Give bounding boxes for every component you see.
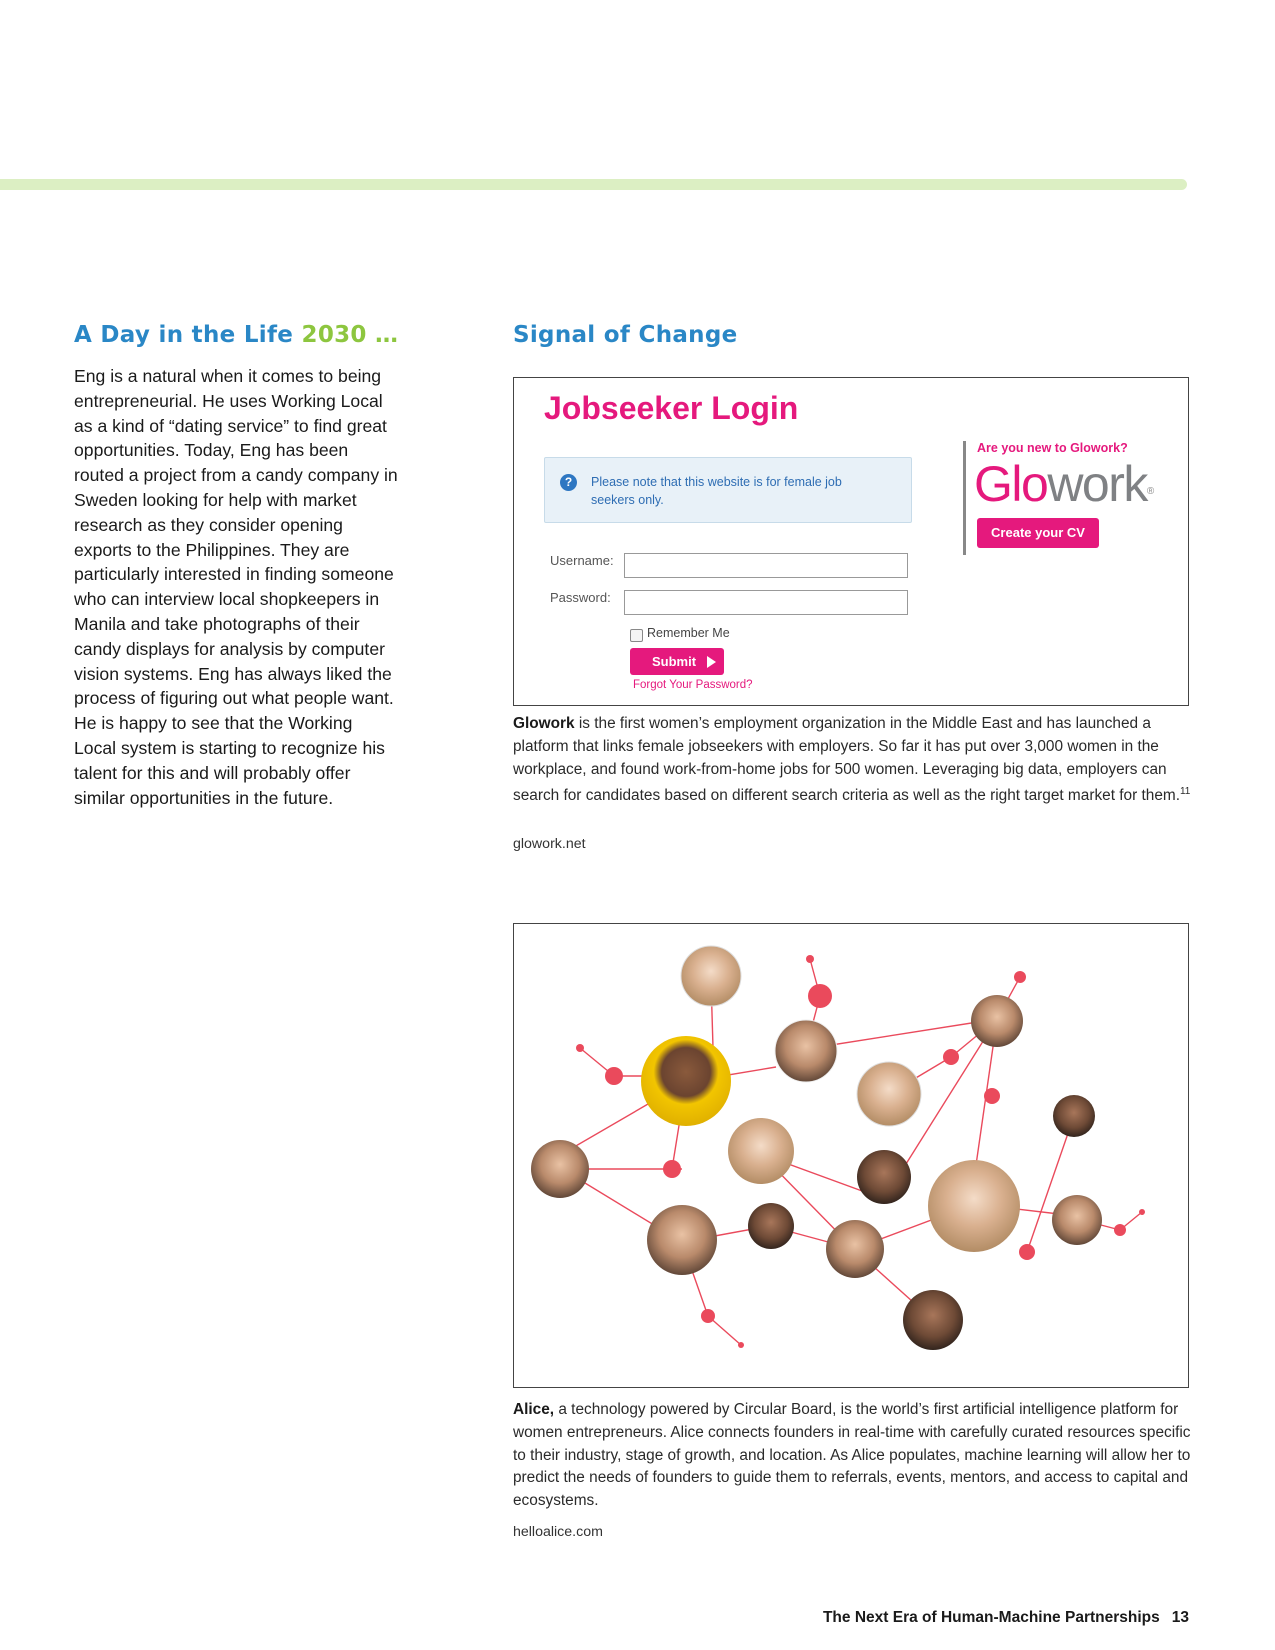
new-to-glowork-prompt: Are you new to Glowork? (977, 441, 1128, 455)
vertical-divider (963, 441, 966, 555)
publication-title: The Next Era of Human-Machine Partnerships (822, 1609, 1160, 1626)
jobseeker-login-title: Jobseeker Login (544, 390, 799, 426)
signal-of-change-heading: Signal of Change (513, 322, 738, 348)
page-number: 13 (1171, 1609, 1189, 1626)
glowork-caption: Glowork is the first women’s employment organization in the Middle East and has launched a platform that links female jobseekers with employers. So far it has put over 3,000 women in the workplace, and found work-from-home jobs for 500 women. Leveraging big data, employers can search for candidates based on different search criteria as well as the right target market for them.$^{11}$ (513, 715, 1191, 805)
password-label: Password: (550, 590, 611, 605)
heading-year: 2030 … (301, 322, 399, 348)
glowork-login-screenshot (513, 377, 1189, 706)
female-only-notice (544, 457, 912, 523)
notice-text: Please note that this website is for female job seekers only. (591, 475, 842, 507)
submit-label: Submit (652, 654, 697, 669)
network-lines (562, 959, 1142, 1345)
password-field[interactable] (624, 590, 908, 615)
glowork-source: glowork.net (513, 836, 586, 852)
create-cv-button[interactable]: Create your CV (977, 518, 1099, 548)
network-nodes (576, 955, 1145, 1348)
remember-me-checkbox[interactable] (630, 629, 643, 642)
forgot-password-link[interactable]: Forgot Your Password? (633, 679, 753, 691)
founder-network-graphic (514, 924, 1189, 1388)
day-in-life-heading: A Day in the Life 2030 … (74, 322, 399, 348)
play-arrow-icon (707, 656, 716, 668)
alice-network-image (513, 923, 1189, 1388)
page-footer (823, 1609, 1189, 1627)
question-icon: ? (560, 474, 577, 491)
submit-button[interactable] (630, 648, 724, 675)
remember-me-label: Remember Me (647, 626, 730, 640)
top-rule (0, 179, 1187, 190)
alice-source: helloalice.com (513, 1524, 603, 1540)
alice-caption: Alice, a technology powered by Circular Board, is the world’s first artificial intelligence platform for women entrepreneurs. Alice connects founders in real-time with carefully curated resources specific to their industry, stage of growth, and location. As Alice populates, machine learning will allow her to predict the needs of founders to guide them to referrals, events, mentors, and access to capital and ecosystems. (513, 1401, 1191, 1510)
username-label: Username: (550, 553, 614, 568)
day-in-life-body: Eng is a natural when it comes to being entrepreneurial. He uses Working Local as a kind of “dating service” to find great opportunities. Today, Eng has been routed a project from a candy company in Sweden looking for help with market research as they consider opening exports to the Philippines. They are particularly interested in finding someone who can interview local shopkeepers in Manila and take photographs of their candy displays for analysis by computer vision systems. Eng has always liked the process of figuring out what people want. He is happy to see that the Working Local system is starting to recognize his talent for this and will probably offer similar opportunities in the future. (74, 366, 398, 808)
glowork-logo: Glowork® (974, 456, 1153, 512)
username-field[interactable] (624, 553, 908, 578)
